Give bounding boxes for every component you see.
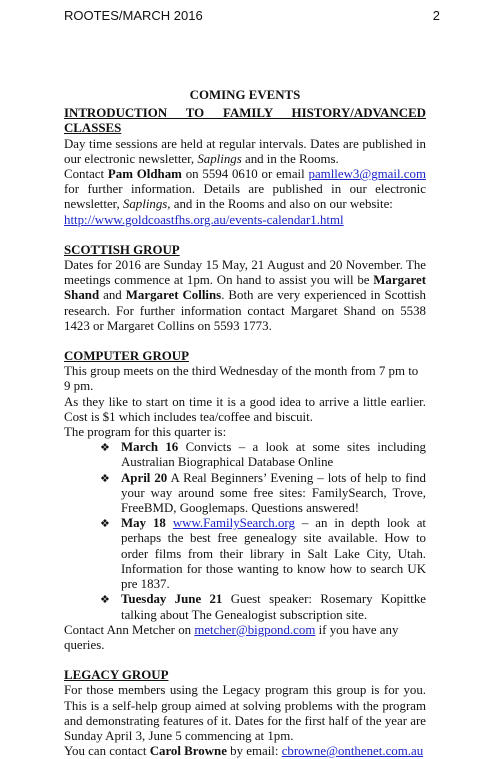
computer-contact (64, 623, 426, 653)
contact-post: if you have any queries. (64, 622, 399, 652)
contact-name: Pam Oldham (107, 167, 182, 182)
diamond-bullet-icon: ❖ (100, 593, 110, 607)
list-item (100, 516, 426, 592)
program-date: April 20 (121, 470, 168, 485)
computer-line-2: As they like to start on time it is a good idea to arrive a little earlier. Cost is $1 which includes tea/coffee and biscuit. (64, 394, 426, 424)
newsletter-name: Saplings (197, 151, 242, 166)
legacy-section (64, 668, 426, 759)
list-item (100, 470, 426, 517)
intro-heading: INTRODUCTION TO FAMILY HISTORY/ADVANCED CLASSES (64, 106, 426, 136)
list-item (100, 440, 427, 470)
familysearch-link[interactable]: www.FamilySearch.org (172, 516, 295, 531)
host-name-1: Margaret Shand (64, 273, 426, 303)
computer-line-1: This group meets on the third Wednesday of the month from 7 pm to 9 pm. (64, 364, 419, 394)
scottish-section (64, 243, 426, 334)
contact-mid: on 5594 0610 or email (181, 167, 309, 182)
scottish-text-3: . Both are very experienced in Scottish research. For further information contact Margaret Shand on 5538 1423 or Margaret Collins on 5593 1773. (64, 288, 426, 333)
host-name-2: Margaret Collins (125, 288, 222, 303)
scottish-text-1: Dates for 2016 are Sunday 15 May, 21 August and 20 November. The meetings commence at 1pm. On hand to assist you will be (64, 258, 426, 288)
intro-contact (64, 167, 426, 213)
intro-section (64, 106, 426, 228)
scottish-heading: SCOTTISH GROUP (64, 242, 180, 257)
contact-pre: Contact (64, 167, 108, 182)
computer-heading: COMPUTER GROUP (64, 349, 189, 364)
program-text: – an in depth look at perhaps the best free genealogy site available. How to order films from their library in Salt Lake City, Utah. Information for those wanting to know how to search UK pre 1837. (121, 516, 426, 592)
contact-post: for further information. Details are published in our electronic newsletter, (64, 182, 426, 212)
diamond-bullet-icon: ❖ (100, 517, 110, 531)
intro-text: Day time sessions are held at regular intervals. Dates are published in our electronic newsletter, (64, 136, 426, 166)
legacy-contact (64, 744, 426, 759)
scottish-paragraph (64, 258, 426, 334)
program-text: Guest speaker: Rosemary Kopittke talking about The Genealogist subscription site. (121, 592, 426, 622)
program-date: Tuesday June 21 (121, 592, 223, 607)
page-number: 2 (432, 8, 440, 23)
diamond-bullet-icon: ❖ (100, 471, 110, 485)
contact-end: and in the Rooms and also on our website: (170, 197, 393, 212)
email-link[interactable]: metcher@bigpond.com (194, 622, 316, 637)
email-link[interactable]: pamllew3@gmail.com (308, 167, 426, 182)
website-link[interactable]: http://www.goldcoastfhs.org.au/events-calendar1.html (64, 212, 344, 227)
computer-line-3: The program for this quarter is: (64, 425, 227, 440)
legacy-paragraph: For those members using the Legacy program this group is for you. This is a self-help group aimed at solving problems with the program and demonstrating features of it. Dates for the first half of the year are Sunday April 3, June 5 commencing at 1pm. (64, 683, 426, 743)
computer-section (64, 349, 426, 653)
program-text: A Real Beginners’ Evening – lots of help to find your way around some free sites: FamilySearch, Trove, FreeBMD, Googlemaps. Questions answered! (121, 470, 426, 516)
list-item (100, 592, 426, 622)
program-list (64, 440, 426, 622)
program-date: May 18 (121, 516, 166, 531)
program-text: Convicts – a look at some sites including Australian Biographical Database Online (121, 440, 427, 470)
legacy-heading: LEGACY GROUP (64, 668, 169, 683)
program-date: March 16 (121, 440, 179, 455)
running-header: ROOTES/MARCH 2016 (64, 8, 203, 23)
website-line (64, 213, 426, 228)
contact-pre: Contact Ann Metcher on (64, 622, 195, 637)
newsletter-name-2: Saplings, (122, 197, 171, 212)
page-title: COMING EVENTS (189, 88, 301, 102)
intro-paragraph (64, 137, 426, 167)
email-link[interactable]: cbrowne@onthenet.com.au (281, 744, 424, 759)
contact-mid: by email: (226, 744, 282, 759)
intro-text-end: and in the Rooms. (241, 151, 339, 166)
diamond-bullet-icon: ❖ (100, 441, 110, 455)
contact-pre: You can contact (64, 744, 150, 759)
contact-name: Carol Browne (149, 744, 227, 759)
scottish-text-2: and (99, 288, 126, 303)
page-body (64, 88, 426, 759)
